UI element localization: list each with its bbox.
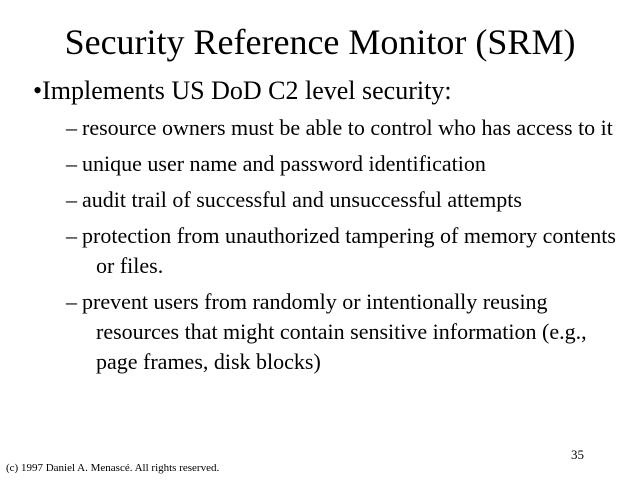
sub-bullet-text: audit trail of successful and unsuccessful attempts	[82, 187, 522, 212]
page-number: 35	[571, 447, 584, 462]
sub-bullet-item	[66, 185, 626, 215]
sub-bullet-item	[66, 287, 626, 377]
dash-marker: –	[66, 187, 77, 212]
dash-marker: –	[66, 289, 77, 314]
sub-bullet-text: resource owners must be able to control who has access to it	[82, 115, 613, 140]
sub-bullet-text: unique user name and password identification	[82, 151, 486, 176]
sub-bullet-item	[66, 149, 626, 179]
sub-bullet-text: protection from unauthorized tampering of memory contents or files.	[82, 223, 616, 278]
dash-marker: –	[66, 115, 77, 140]
main-bullet: •Implements US DoD C2 level security:	[33, 76, 452, 105]
sub-bullet-item	[66, 113, 626, 143]
sub-bullet-list	[66, 113, 626, 383]
dash-marker: –	[66, 151, 77, 176]
dash-marker: –	[66, 223, 77, 248]
slide-title: Security Reference Monitor (SRM)	[64, 22, 576, 62]
sub-bullet-text: prevent users from randomly or intentionally reusing resources that might contain sensitive information (e.g., page frames, disk blocks)	[82, 289, 587, 374]
sub-bullet-item	[66, 221, 626, 281]
copyright-notice: (c) 1997 Daniel A. Menascé. All rights reserved.	[6, 462, 220, 474]
